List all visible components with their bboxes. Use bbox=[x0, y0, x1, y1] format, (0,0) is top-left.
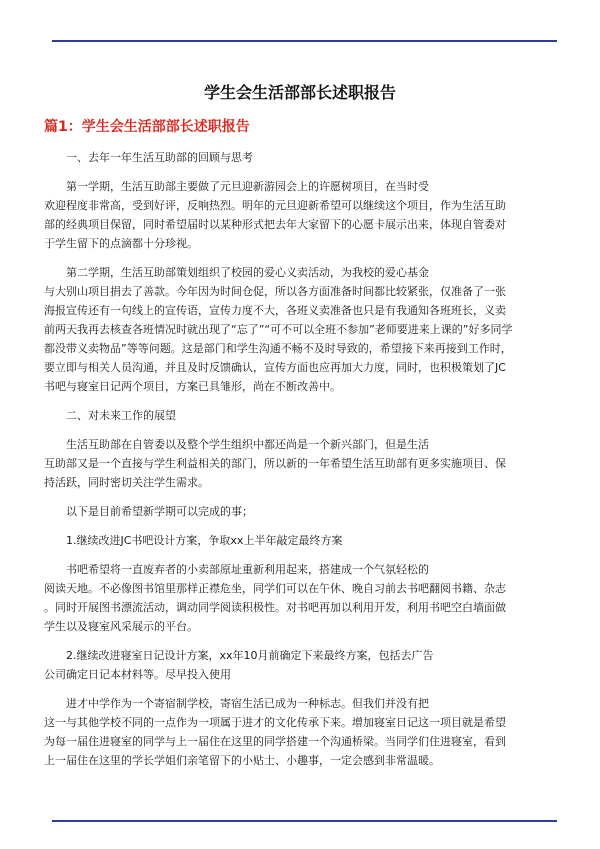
paragraph-line: 海报宣传还有一句线上的宣传语，宣传力度不大，各班义卖准备也只是有我通知各班班长，义卖 bbox=[44, 304, 506, 317]
paragraph-line: 2.继续改进寝室日记设计方案，xx年10月前确定下来最终方案，包括去广告 bbox=[66, 649, 434, 662]
top-rule bbox=[52, 40, 557, 42]
paragraph-line: 学生以及寝室风采展示的平台。 bbox=[44, 620, 198, 633]
paragraph-line: 为每一届住进寝室的同学与上一届住在这里的同学搭建一个沟通桥梁。当同学们住进寝室，看到 bbox=[44, 735, 506, 748]
paragraph-line: 互助部又是一个直接与学生利益相关的部门，所以新的一年希望生活互助部有更多实施项目、保 bbox=[44, 457, 506, 470]
paragraph-line: 进才中学作为一个寄宿制学校，寄宿生活已成为一种标志。但我们并没有把 bbox=[66, 697, 429, 710]
paragraph-line: 要立即与相关人员沟通，并且及时反馈确认，宣传方面也应再加大力度，同时，也积极策划了JC bbox=[44, 361, 506, 374]
bottom-rule bbox=[52, 820, 557, 822]
paragraph-line: 公司确定日记本材料等。尽早投入使用 bbox=[44, 668, 231, 681]
paragraph-3 bbox=[44, 435, 564, 492]
paragraph-line: 欢迎程度非常高，受到好评，反响热烈。明年的元旦迎新希望可以继续这个项目，作为生活互助 bbox=[44, 199, 506, 212]
paragraph-2 bbox=[44, 263, 564, 396]
paragraph-4: 以下是目前希望新学期可以完成的事； bbox=[66, 505, 253, 518]
paragraph-6 bbox=[44, 694, 564, 770]
section1-heading: 一、去年一年生活互助部的回顾与思考 bbox=[66, 151, 253, 164]
paragraph-line: 于学生留下的点滴都十分珍视。 bbox=[44, 237, 198, 250]
paragraph-line: 阅读天地。不必像图书馆里那样正襟危坐，同学们可以在午休、晚自习前去书吧翻阅书籍、杂志 bbox=[44, 582, 506, 595]
document-body bbox=[44, 148, 564, 780]
paragraph-line: 第一学期，生活互助部主要做了元旦迎新游园会上的许愿树项目，在当时受 bbox=[66, 180, 429, 193]
list-item-1: 1.继续改进JC书吧设计方案，争取xx上半年敲定最终方案 bbox=[66, 534, 343, 547]
document-title: 学生会生活部部长述职报告 bbox=[203, 83, 396, 102]
paragraph-line: 生活互助部在自管委以及整个学生组织中都还尚是一个新兴部门，但是生活 bbox=[66, 438, 429, 451]
list-item-2 bbox=[44, 646, 564, 684]
paragraph-line: 。同时开展图书漂流活动，调动同学阅读积极性。对书吧再加以利用开发，利用书吧空白墙面做 bbox=[44, 601, 506, 614]
paragraph-line: 部的经典项目保留，同时希望届时以某种形式把去年大家留下的心愿卡展示出来，体现自管委对 bbox=[44, 218, 506, 231]
chapter-heading: 篇1：学生会生活部部长述职报告 bbox=[44, 119, 250, 135]
paragraph-line: 上一届住在这里的学长学姐们亲笔留下的小贴士、小趣事，一定会感到非常温暖。 bbox=[44, 754, 440, 767]
paragraph-line: 都没带义卖物品”等等问题。这是部门和学生沟通不畅不及时导致的，希望接下来再接到工作时， bbox=[44, 342, 512, 355]
paragraph-1 bbox=[44, 177, 564, 253]
paragraph-line: 书吧与寝室日记两个项目，方案已具雏形，尚在不断改善中。 bbox=[44, 380, 341, 393]
paragraph-line: 与大别山项目捐去了善款。今年因为时间仓促，所以各方面准备时间都比较紧张，仅准备了一张 bbox=[44, 285, 506, 298]
paragraph-line: 持活跃，同时密切关注学生需求。 bbox=[44, 476, 209, 489]
paragraph-line: 书吧希望将一直废弃者的小卖部原址重新利用起来，搭建成一个气氛轻松的 bbox=[66, 563, 429, 576]
paragraph-line: 第二学期，生活互助部策划组织了校园的爱心义卖活动，为我校的爱心基金 bbox=[66, 266, 429, 279]
paragraph-line: 这一与其他学校不同的一点作为一项属于进才的文化传承下来。增加寝室日记这一项目就是希望 bbox=[44, 716, 506, 729]
section2-heading: 二、对未来工作的展望 bbox=[66, 409, 176, 422]
paragraph-line: 前两天我再去核查各班情况时就出现了“忘了”“可不可以全班不参加”老师要进来上课的”好多同学 bbox=[44, 323, 513, 336]
paragraph-5 bbox=[44, 560, 564, 636]
